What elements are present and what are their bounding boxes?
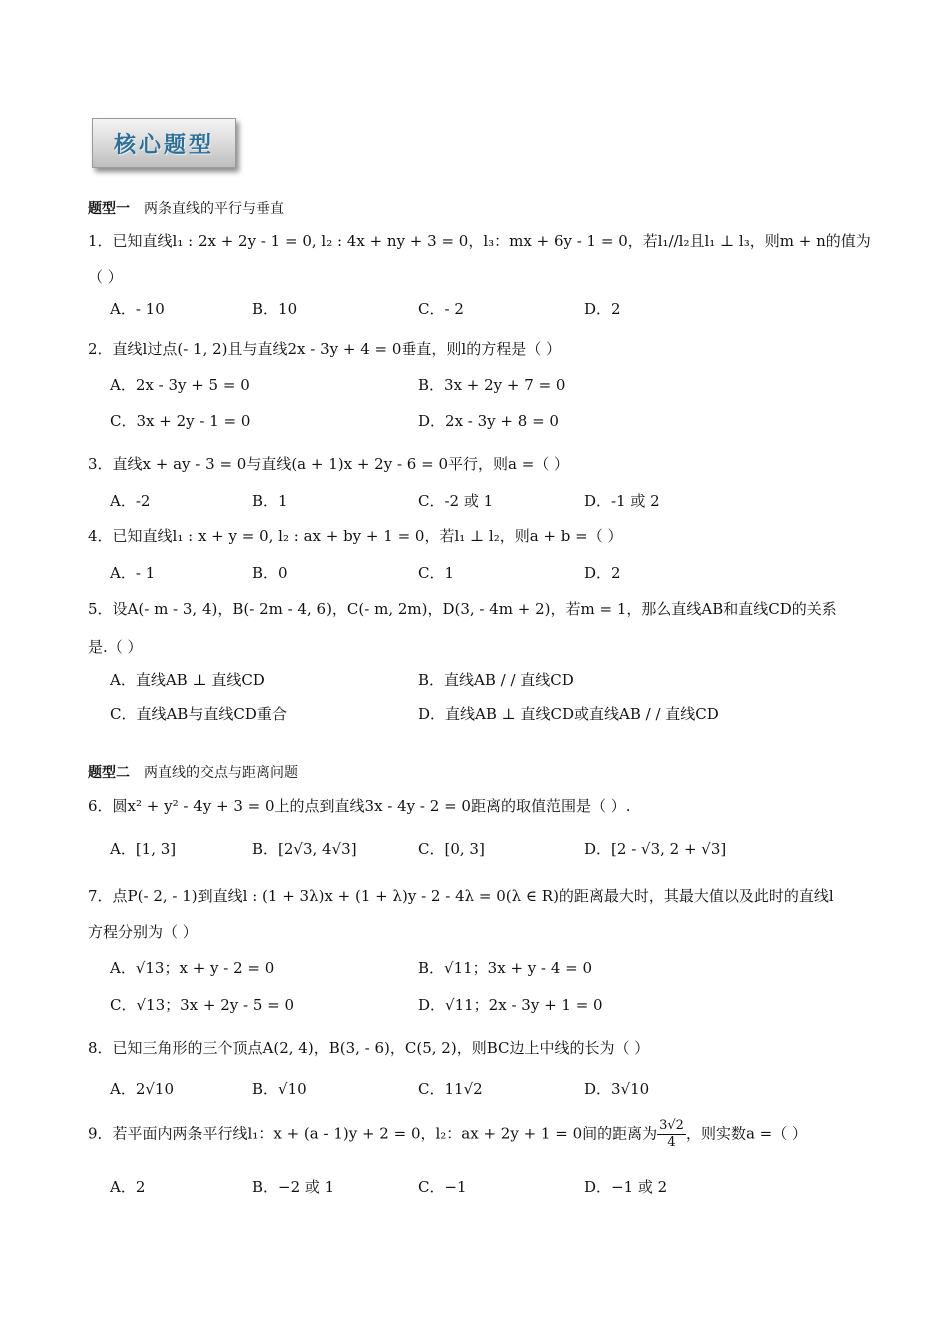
q7-option-d[interactable]: D．√11；2x - 3y + 1 = 0 bbox=[418, 996, 603, 1014]
question-9 bbox=[88, 1118, 807, 1151]
q3-option-d[interactable]: D．-1 或 2 bbox=[584, 492, 660, 510]
q9-option-a[interactable]: A．2 bbox=[110, 1178, 146, 1196]
q1-option-b[interactable]: B．10 bbox=[252, 300, 298, 318]
question-5-cont: 是.（ ） bbox=[88, 638, 143, 656]
q6-option-b[interactable]: B．[2√3, 4√3] bbox=[252, 840, 357, 858]
q8-option-c[interactable]: C．11√2 bbox=[418, 1080, 483, 1098]
q3-option-c[interactable]: C．-2 或 1 bbox=[418, 492, 494, 510]
q2-option-d[interactable]: D．2x - 3y + 8 = 0 bbox=[418, 412, 559, 430]
q1-option-d[interactable]: D．2 bbox=[584, 300, 621, 318]
question-1-cont: （ ） bbox=[88, 268, 123, 286]
q7-option-c[interactable]: C．√13；3x + 2y - 5 = 0 bbox=[110, 996, 295, 1014]
q8-option-d[interactable]: D．3√10 bbox=[584, 1080, 650, 1098]
section-heading-2: 题型二 两直线的交点与距离问题 bbox=[88, 765, 298, 781]
q7-option-b[interactable]: B．√11；3x + y - 4 = 0 bbox=[418, 959, 593, 977]
q1-option-c[interactable]: C．- 2 bbox=[418, 300, 464, 318]
section-heading-1: 题型一 两条直线的平行与垂直 bbox=[88, 201, 284, 217]
question-6: 6．圆x² + y² - 4y + 3 = 0上的点到直线3x - 4y - 2 = 0距离的取值范围是（ ）. bbox=[88, 797, 631, 815]
q5-option-b[interactable]: B．直线AB / / 直线CD bbox=[418, 671, 574, 689]
q8-option-b[interactable]: B．√10 bbox=[252, 1080, 307, 1098]
q5-option-d[interactable]: D．直线AB ⊥ 直线CD或直线AB / / 直线CD bbox=[418, 705, 719, 723]
question-5: 5．设A(- m - 3, 4)，B(- 2m - 4, 6)，C(- m, 2m)，D(3, - 4m + 2)，若m = 1，那么直线AB和直线CD的关系 bbox=[88, 600, 837, 618]
q9-option-c[interactable]: C．−1 bbox=[418, 1178, 467, 1196]
q6-option-c[interactable]: C．[0, 3] bbox=[418, 840, 485, 858]
section-banner: 核心题型 bbox=[92, 118, 236, 168]
q6-option-d[interactable]: D．[2 - √3, 2 + √3] bbox=[584, 840, 727, 858]
question-3: 3．直线x + ay - 3 = 0与直线(a + 1)x + 2y - 6 = 0平行，则a =（ ） bbox=[88, 455, 570, 473]
question-4: 4．已知直线l₁ : x + y = 0, l₂ : ax + by + 1 = 0，若l₁ ⊥ l₂，则a + b =（ ） bbox=[88, 527, 623, 545]
question-7: 7．点P(- 2, - 1)到直线l : (1 + 3λ)x + (1 + λ)y - 2 - 4λ = 0(λ ∈ R)的距离最大时，其最大值以及此时的直线l bbox=[88, 887, 834, 905]
q8-option-a[interactable]: A．2√10 bbox=[110, 1080, 175, 1098]
q9-text-a: 9．若平面内两条平行线l₁：x + (a - 1)y + 2 = 0，l₂：ax + 2y + 1 = 0间的距离为 bbox=[88, 1124, 658, 1143]
question-1: 1．已知直线l₁ : 2x + 2y - 1 = 0, l₂ : 4x + ny + 3 = 0，l₃：mx + 6y - 1 = 0，若l₁//l₂且l₁ ⊥ l₃，则m + n的值为 bbox=[88, 232, 871, 250]
q9-option-b[interactable]: B．−2 或 1 bbox=[252, 1178, 335, 1196]
q4-option-d[interactable]: D．2 bbox=[584, 564, 621, 582]
q3-option-a[interactable]: A．-2 bbox=[110, 492, 151, 510]
q2-option-a[interactable]: A．2x - 3y + 5 = 0 bbox=[110, 376, 250, 394]
question-8: 8．已知三角形的三个顶点A(2, 4)，B(3, - 6)，C(5, 2)，则BC边上中线的长为（ ） bbox=[88, 1039, 650, 1057]
q6-option-a[interactable]: A．[1, 3] bbox=[110, 840, 177, 858]
q9-text-b: ，则实数a =（ ） bbox=[685, 1124, 808, 1143]
q4-option-c[interactable]: C．1 bbox=[418, 564, 455, 582]
q1-option-a[interactable]: A．- 10 bbox=[110, 300, 165, 318]
q3-option-b[interactable]: B．1 bbox=[252, 492, 288, 510]
q5-option-a[interactable]: A．直线AB ⊥ 直线CD bbox=[110, 671, 265, 689]
q2-option-c[interactable]: C．3x + 2y - 1 = 0 bbox=[110, 412, 251, 430]
q7-option-a[interactable]: A．√13；x + y - 2 = 0 bbox=[110, 959, 275, 977]
q2-option-b[interactable]: B．3x + 2y + 7 = 0 bbox=[418, 376, 566, 394]
q5-option-c[interactable]: C．直线AB与直线CD重合 bbox=[110, 705, 287, 723]
q4-option-b[interactable]: B．0 bbox=[252, 564, 288, 582]
q9-fraction: $\frac{3√2}{4}$ bbox=[659, 1118, 684, 1150]
q9-option-d[interactable]: D．−1 或 2 bbox=[584, 1178, 668, 1196]
question-7-cont: 方程分别为（ ） bbox=[88, 923, 198, 941]
question-2: 2．直线l过点(- 1, 2)且与直线2x - 3y + 4 = 0垂直，则l的方程是（ ） bbox=[88, 340, 561, 358]
q4-option-a[interactable]: A．- 1 bbox=[110, 564, 156, 582]
